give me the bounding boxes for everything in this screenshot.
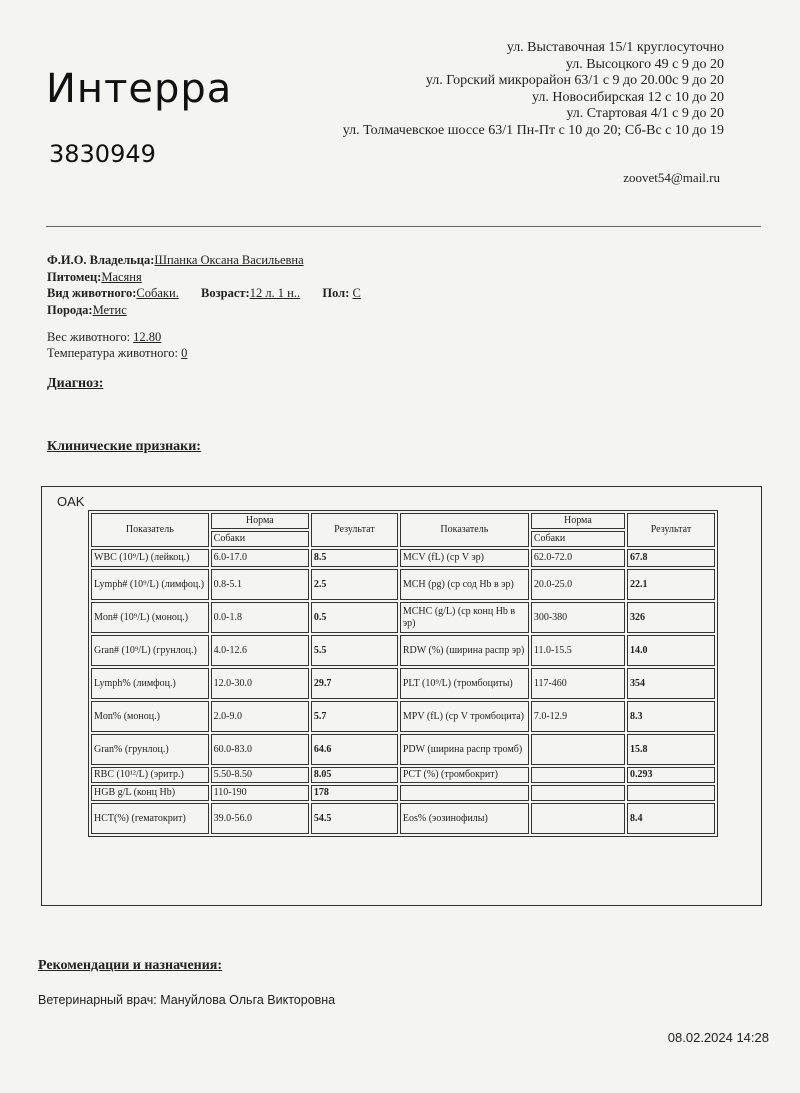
norm-range: 5.50-8.50 — [211, 767, 309, 783]
indicator-name: PLT (10⁹/L) (тромбоциты) — [400, 668, 529, 699]
temperature-value: 0 — [181, 346, 188, 360]
result-value: 15.8 — [627, 734, 715, 765]
header-divider — [46, 226, 761, 227]
weight-line — [47, 329, 187, 345]
address-line: ул. Горский микрорайон 63/1 с 9 до 20.00с 9 до 20 — [425, 73, 724, 88]
pet-name: Масяня — [101, 269, 142, 284]
indicator-name: PDW (ширина распр тромб) — [400, 734, 529, 765]
clinic-email: zoovet54@mail.ru — [623, 170, 720, 185]
address-line: ул. Стартовая 4/1 с 9 до 20 — [566, 106, 724, 121]
table-row — [91, 668, 715, 699]
pet-label: Питомец: — [47, 269, 102, 284]
result-value: 8.5 — [311, 549, 398, 567]
clinic-logo: Интерра — [46, 66, 233, 112]
patient-vitals — [47, 329, 187, 361]
norm-range: 11.0-15.5 — [531, 635, 625, 666]
indicator-name: HGB g/L (конц Hb) — [91, 785, 209, 801]
sex-value: С — [352, 286, 361, 300]
species-label: Вид животного: — [47, 286, 137, 300]
weight-value: 12.80 — [133, 330, 162, 344]
indicator-name: PCT (%) (тромбокрит) — [400, 767, 529, 783]
report-datetime: 08.02.2024 14:28 — [667, 1030, 769, 1045]
recommendations-heading: Рекомендации и назначения: — [38, 958, 223, 973]
clinic-addresses — [343, 40, 724, 139]
age-value: 12 л. 1 н.. — [249, 286, 301, 300]
table-row — [91, 734, 715, 765]
address-line: ул. Новосибирская 12 с 10 до 20 — [532, 89, 724, 105]
norm-range: 62.0-72.0 — [531, 549, 625, 567]
header-norm: Норма — [211, 513, 309, 529]
norm-range: 300-380 — [531, 602, 625, 633]
result-value: 8.05 — [311, 767, 398, 783]
indicator-name: HCT(%) (гематокрит) — [91, 803, 209, 834]
age-label: Возраст: — [201, 286, 250, 300]
norm-range: 20.0-25.0 — [531, 569, 625, 600]
temperature-line — [47, 345, 187, 361]
indicator-name: Lymph% (лимфоц.) — [91, 668, 209, 699]
result-value: 326 — [627, 602, 715, 633]
result-value: 8.4 — [627, 803, 715, 834]
header-species: Собаки — [531, 531, 625, 547]
result-value: 54.5 — [311, 803, 398, 834]
result-value: 0.293 — [627, 767, 715, 783]
address-line: ул. Выставочная 15/1 круглосуточно — [506, 40, 724, 55]
table-row — [91, 569, 715, 600]
pet-line — [47, 269, 361, 286]
result-value: 22.1 — [627, 569, 715, 600]
norm-range: 12.0-30.0 — [211, 668, 309, 699]
table-header-row — [91, 513, 715, 529]
species-line — [47, 285, 361, 302]
indicator-name: Gran# (10⁹/L) (грунлоц.) — [91, 635, 209, 666]
norm-range: 110-190 — [211, 785, 309, 801]
result-value: 0.5 — [311, 602, 398, 633]
indicator-name: RDW (%) (ширина распр эр) — [400, 635, 529, 666]
address-line: ул. Толмачевское шоссе 63/1 Пн-Пт с 10 до 20; Сб-Вс с 10 до 19 — [342, 122, 724, 138]
indicator-name: MCHC (g/L) (ср конц Hb в эр) — [400, 602, 529, 633]
indicator-name: WBC (10⁹/L) (лейкоц.) — [91, 549, 209, 567]
result-value: 67.8 — [627, 549, 715, 567]
patient-info — [47, 252, 361, 318]
table-row — [91, 549, 715, 567]
address-line: ул. Высоцкого 49 с 9 до 20 — [565, 56, 724, 72]
norm-range — [531, 734, 625, 765]
blood-test-table — [88, 510, 718, 837]
breed-line — [47, 302, 361, 319]
result-value: 354 — [627, 668, 715, 699]
result-value: 5.7 — [311, 701, 398, 732]
indicator-name: MCH (pg) (ср сод Hb в эр) — [400, 569, 529, 600]
header-indicator: Показатель — [91, 513, 209, 547]
norm-range: 117-460 — [531, 668, 625, 699]
indicator-name — [400, 785, 529, 801]
norm-range: 7.0-12.9 — [531, 701, 625, 732]
breed-value: Метис — [92, 302, 127, 317]
indicator-name: Mon% (моноц.) — [91, 701, 209, 732]
doctor-line: Ветеринарный врач: Мануйлова Ольга Викторовна — [38, 993, 336, 1007]
indicator-name: RBC (10¹²/L) (эритр.) — [91, 767, 209, 783]
owner-name: Шпанка Оксана Васильевна — [154, 253, 304, 267]
sex-label: Пол: — [322, 286, 350, 300]
result-value: 8.3 — [627, 701, 715, 732]
header-norm: Норма — [531, 513, 625, 529]
table-row — [91, 803, 715, 834]
owner-line — [47, 252, 361, 269]
breed-label: Порода: — [47, 302, 93, 317]
result-value: 178 — [311, 785, 398, 801]
indicator-name: Eos% (эозинофилы) — [400, 803, 529, 834]
norm-range: 60.0-83.0 — [211, 734, 309, 765]
table-row — [91, 701, 715, 732]
table-row — [91, 602, 715, 633]
indicator-name: MCV (fL) (ср V эр) — [400, 549, 529, 567]
header-result: Результат — [311, 513, 398, 547]
result-value: 29.7 — [311, 668, 398, 699]
temperature-label: Температура животного: — [47, 346, 178, 360]
norm-range: 6.0-17.0 — [211, 549, 309, 567]
result-value — [627, 785, 715, 801]
header-result: Результат — [627, 513, 715, 547]
result-value: 14.0 — [627, 635, 715, 666]
weight-label: Вес животного: — [47, 330, 131, 344]
indicator-name: Lymph# (10⁹/L) (лимфоц.) — [91, 569, 209, 600]
norm-range: 4.0-12.6 — [211, 635, 309, 666]
table-body — [91, 549, 715, 834]
header-indicator: Показатель — [400, 513, 529, 547]
norm-range: 39.0-56.0 — [211, 803, 309, 834]
diagnosis-heading: Диагноз: — [47, 376, 104, 391]
norm-range — [531, 767, 625, 783]
indicator-name: Mon# (10⁹/L) (моноц.) — [91, 602, 209, 633]
owner-label: Ф.И.О. Владельца: — [47, 253, 155, 267]
norm-range: 2.0-9.0 — [211, 701, 309, 732]
indicator-name: MPV (fL) (ср V тромбоцита) — [400, 701, 529, 732]
indicator-name: Gran% (грунлоц.) — [91, 734, 209, 765]
result-value: 2.5 — [311, 569, 398, 600]
table-row — [91, 785, 715, 801]
clinic-code: 3830949 — [49, 140, 156, 168]
header-species: Собаки — [211, 531, 309, 547]
norm-range: 0.0-1.8 — [211, 602, 309, 633]
test-name: OAK — [57, 494, 85, 509]
species-value: Собаки. — [136, 286, 179, 300]
clinical-signs-heading: Клинические признаки: — [47, 439, 201, 454]
result-value: 64.6 — [311, 734, 398, 765]
norm-range — [531, 785, 625, 801]
table-row — [91, 635, 715, 666]
norm-range — [531, 803, 625, 834]
result-value: 5.5 — [311, 635, 398, 666]
norm-range: 0.8-5.1 — [211, 569, 309, 600]
table-row — [91, 767, 715, 783]
